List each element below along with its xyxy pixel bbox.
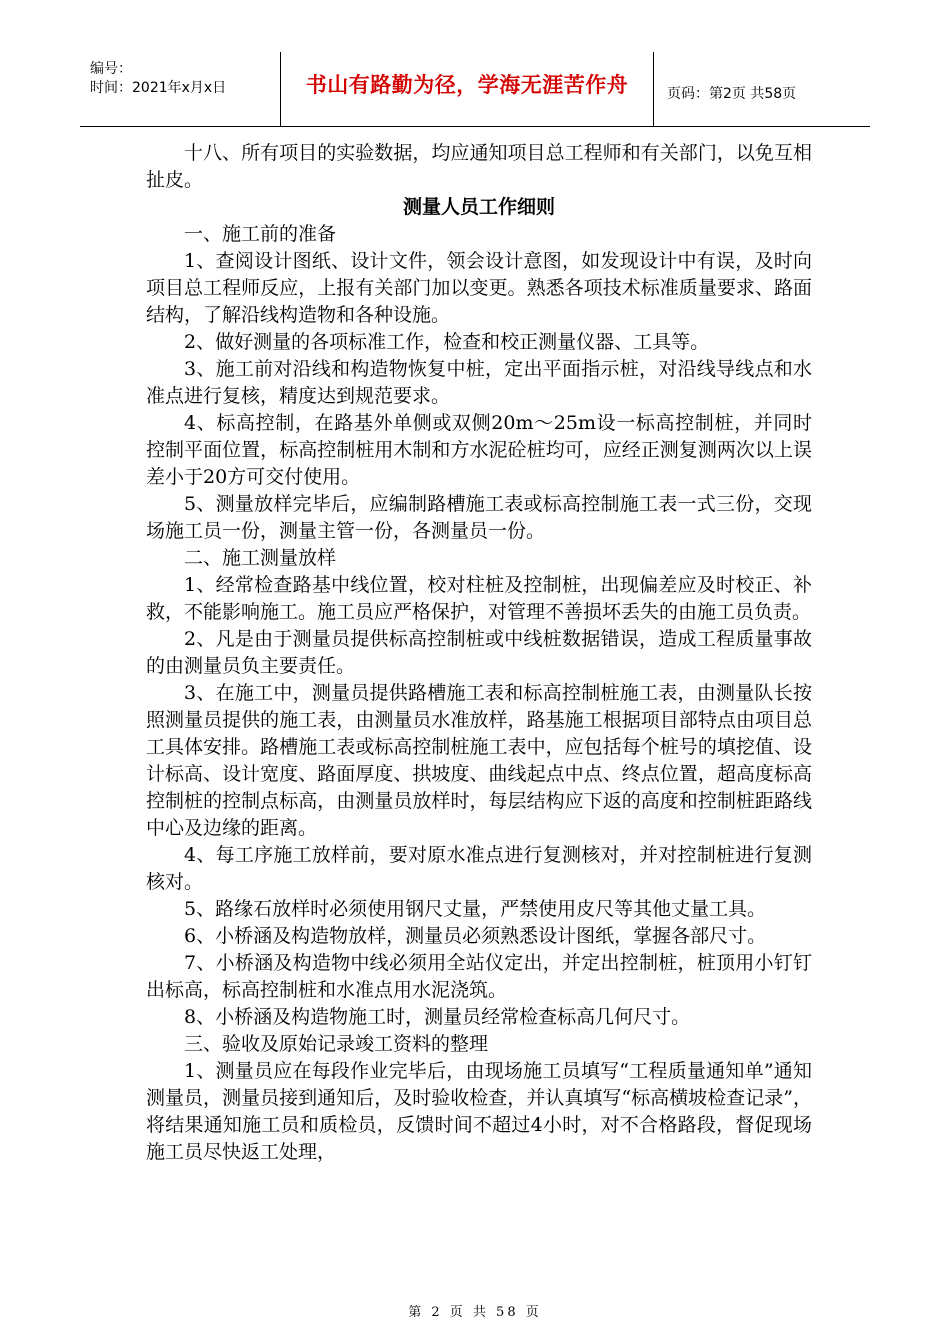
subheading: 二、施工测量放样 [184,547,337,569]
header-motto-cell [280,52,654,126]
section-title: 测量人员工作细则 [402,196,555,218]
paragraph: 5、路缘石放样时必须使用钢尺丈量，严禁使用皮尺等其他丈量工具。 [184,898,767,920]
paragraph: 8、小桥涵及构造物施工时，测量员经常检查标高几何尺寸。 [184,1006,691,1028]
document-body [146,140,812,1166]
subheading: 三、验收及原始记录竣工资料的整理 [184,1033,489,1055]
subheading: 一、施工前的准备 [184,223,337,245]
paragraph: 4、标高控制，在路基外单侧或双侧20m～25m设一标高控制桩，并同时控制平面位置，标高控制桩用木制和方水泥砼桩均可，应经正测复测两次以上误差小于20方可交付使用。 [146,412,812,488]
header-page-cell [653,52,870,126]
paragraph: 1、测量员应在每段作业完毕后，由现场施工员填写“工程质量通知单”通知测量员，测量员接到通知后，及时验收检查，并认真填写“标高横坡检查记录”，将结果通知施工员和质检员，反馈时间不超过4小时，对不合格路段，督促现场施工员尽快返工处理， [146,1060,812,1163]
paragraph: 6、小桥涵及构造物放样，测量员必须熟悉设计图纸，掌握各部尺寸。 [184,925,767,947]
page-label: 页码：第2页 共58页 [667,86,797,102]
paragraph: 4、每工序施工放样前，要对原水准点进行复测核对，并对控制桩进行复测核对。 [146,844,812,893]
page-footer: 第 2 页 共 58 页 [408,1305,542,1320]
motto: 书山有路勤为径，学海无涯苦作舟 [305,73,629,97]
paragraph: 3、施工前对沿线和构造物恢复中桩，定出平面指示桩，对沿线导线点和水准点进行复核，精度达到规范要求。 [146,358,812,407]
document-header [80,52,870,127]
time-label: 时间：2021年x月x日 [90,80,227,96]
paragraph: 十八、所有项目的实验数据，均应通知项目总工程师和有关部门，以免互相扯皮。 [146,142,812,191]
header-meta [80,52,280,126]
paragraph: 1、经常检查路基中线位置，校对柱桩及控制桩，出现偏差应及时校正、补救，不能影响施工。施工员应严格保护，对管理不善损坏丢失的由施工员负责。 [146,574,812,623]
number-label: 编号： [90,61,132,77]
paragraph: 1、查阅设计图纸、设计文件，领会设计意图，如发现设计中有误，及时向项目总工程师反应，上报有关部门加以变更。熟悉各项技术标准质量要求、路面结构，了解沿线构造物和各种设施。 [146,250,812,326]
paragraph: 3、在施工中，测量员提供路槽施工表和标高控制桩施工表，由测量队长按照测量员提供的施工表，由测量员水准放样，路基施工根据项目部特点由项目总工具体安排。路槽施工表或标高控制桩施工表中，应包括每个桩号的填挖值、设计标高、设计宽度、路面厚度、拱坡度、曲线起点中点、终点位置，超高度标高控制桩的控制点标高，由测量员放样时，每层结构应下返的高度和控制桩距路线中心及边缘的距离。 [146,682,812,839]
paragraph: 2、凡是由于测量员提供标高控制桩或中线桩数据错误，造成工程质量事故的由测量员负主要责任。 [146,628,812,677]
paragraph: 7、小桥涵及构造物中线必须用全站仪定出，并定出控制桩，桩顶用小钉钉出标高，标高控制桩和水准点用水泥浇筑。 [146,952,812,1001]
paragraph: 2、做好测量的各项标准工作，检查和校正测量仪器、工具等。 [184,331,710,353]
paragraph: 5、测量放样完毕后，应编制路槽施工表或标高控制施工表一式三份，交现场施工员一份，测量主管一份，各测量员一份。 [146,493,812,542]
